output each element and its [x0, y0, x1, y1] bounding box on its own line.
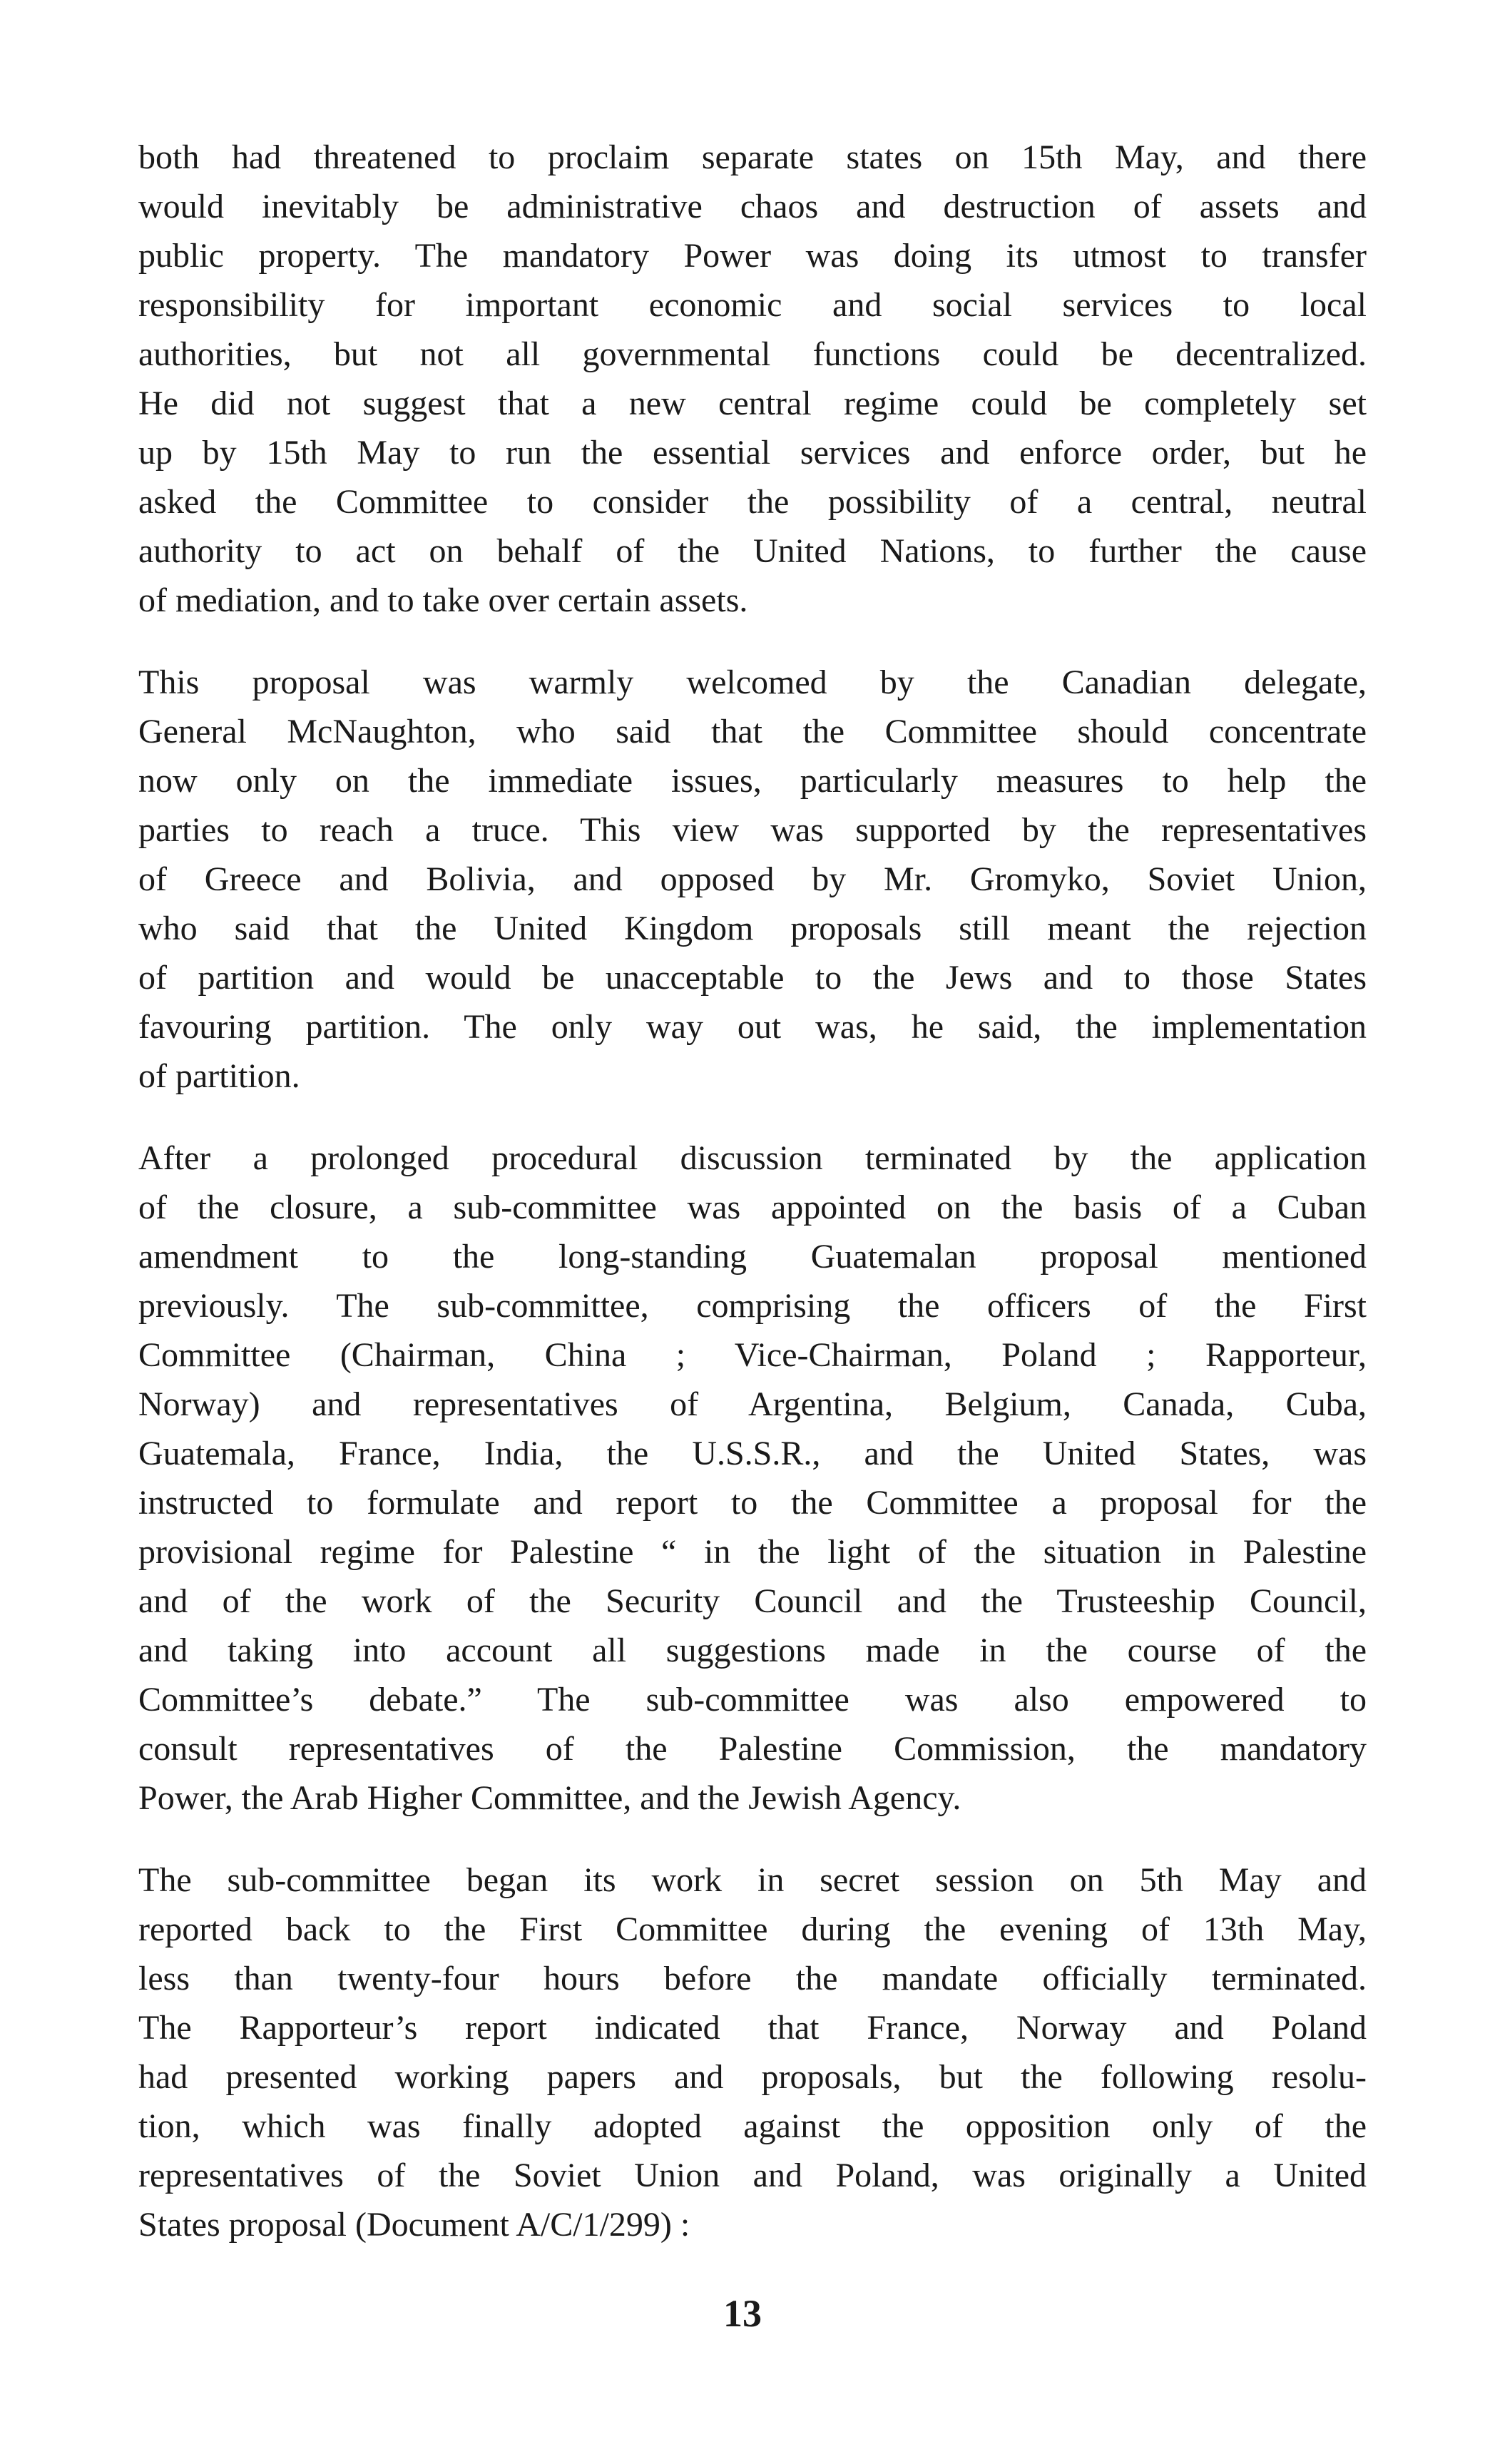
text-line: The sub-committee began its work in secret session on 5th May and — [138, 1861, 1367, 1899]
text-line: would inevitably be administrative chaos and destruction of assets and — [138, 188, 1367, 225]
text-line: of the closure, a sub-committee was appointed on the basis of a Cuban — [138, 1188, 1367, 1226]
text-line: up by 15th May to run the essential services and enforce order, but he — [138, 434, 1367, 472]
text-line: authority to act on behalf of the United Nations, to further the cause — [138, 532, 1367, 570]
text-line: of Greece and Bolivia, and opposed by Mr. Gromyko, Soviet Union, — [138, 860, 1367, 898]
text-line: States proposal (Document A/C/1/299) : — [138, 2206, 690, 2244]
text-line: reported back to the First Committee during the evening of 13th May, — [138, 1910, 1367, 1948]
text-line: consult representatives of the Palestine Commission, the mandatory — [138, 1730, 1367, 1768]
text-line: representatives of the Soviet Union and Poland, was originally a United — [138, 2157, 1367, 2194]
text-line: of mediation, and to take over certain assets. — [138, 581, 748, 619]
text-line: previously. The sub-committee, comprising the officers of the First — [138, 1287, 1367, 1325]
paragraph — [138, 133, 1367, 625]
text-line: public property. The mandatory Power was doing its utmost to transfer — [138, 237, 1367, 275]
paragraph — [138, 1134, 1367, 1823]
paragraph — [138, 1855, 1367, 2249]
text-line: Guatemala, France, India, the U.S.S.R., and the United States, was — [138, 1435, 1367, 1472]
text-line: provisional regime for Palestine “ in the light of the situation in Palestine — [138, 1533, 1367, 1571]
text-line: of partition. — [138, 1057, 300, 1095]
text-line: amendment to the long-standing Guatemalan proposal mentioned — [138, 1238, 1367, 1276]
text-line: favouring partition. The only way out was, he said, the implementation — [138, 1008, 1367, 1046]
text-line: asked the Committee to consider the possibility of a central, neutral — [138, 483, 1367, 521]
text-line: had presented working papers and proposals, but the following resolu- — [138, 2058, 1367, 2096]
text-line: The Rapporteur’s report indicated that France, Norway and Poland — [138, 2009, 1367, 2047]
text-line: This proposal was warmly welcomed by the Canadian delegate, — [138, 663, 1367, 701]
text-line: General McNaughton, who said that the Committee should concentrate — [138, 713, 1367, 750]
text-line: both had threatened to proclaim separate states on 15th May, and there — [138, 138, 1367, 176]
text-line: and of the work of the Security Council and the Trusteeship Council, — [138, 1582, 1367, 1620]
text-line: who said that the United Kingdom proposals still meant the rejection — [138, 910, 1367, 947]
text-line: instructed to formulate and report to the Committee a proposal for the — [138, 1484, 1367, 1522]
text-line: responsibility for important economic and social services to local — [138, 286, 1367, 324]
text-line: parties to reach a truce. This view was supported by the representatives — [138, 811, 1367, 849]
text-line: of partition and would be unacceptable to the Jews and to those States — [138, 959, 1367, 997]
text-line: and taking into account all suggestions made in the course of the — [138, 1631, 1367, 1669]
text-line: Committee’s debate.” The sub-committee was also empowered to — [138, 1681, 1367, 1719]
text-line: authorities, but not all governmental functions could be decentralized. — [138, 335, 1367, 373]
text-line: tion, which was finally adopted against the opposition only of the — [138, 2107, 1367, 2145]
text-line: less than twenty-four hours before the mandate officially terminated. — [138, 1960, 1367, 1997]
text-line: He did not suggest that a new central regime could be completely set — [138, 385, 1367, 422]
page-body — [138, 133, 1367, 2282]
text-line: Power, the Arab Higher Committee, and the Jewish Agency. — [138, 1779, 961, 1817]
text-line: Committee (Chairman, China ; Vice-Chairman, Poland ; Rapporteur, — [138, 1336, 1367, 1374]
page-number: 13 — [723, 2292, 762, 2335]
text-line: After a prolonged procedural discussion terminated by the application — [138, 1139, 1367, 1177]
paragraph — [138, 658, 1367, 1101]
text-line: now only on the immediate issues, particularly measures to help the — [138, 762, 1367, 800]
text-line: Norway) and representatives of Argentina, Belgium, Canada, Cuba, — [138, 1385, 1367, 1423]
